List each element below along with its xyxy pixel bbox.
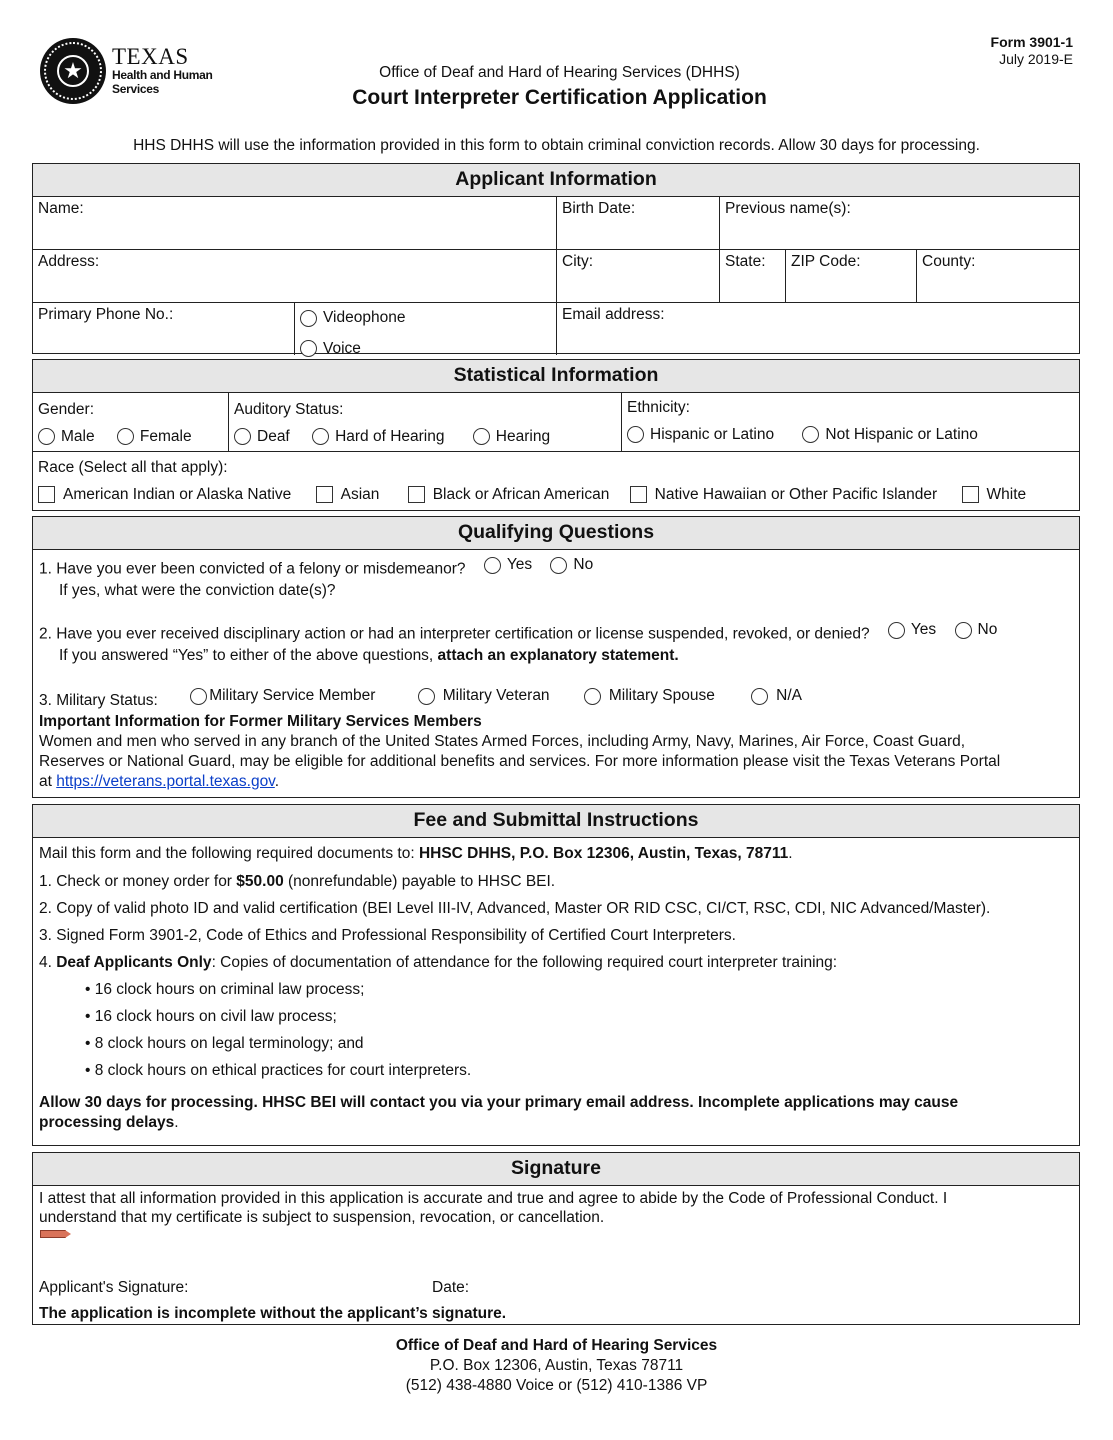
signature-section	[32, 1152, 1080, 1325]
q2-yes-option[interactable]: Yes	[888, 617, 936, 643]
q2-yes-radio[interactable]	[888, 622, 905, 639]
gender-group	[33, 393, 229, 451]
signature-date-field[interactable]: Date:	[432, 1279, 470, 1296]
primary-phone-field[interactable]	[33, 303, 295, 355]
ethnicity-not-hispanic-option[interactable]: Not Hispanic or Latino	[802, 421, 978, 448]
previous-names-field[interactable]	[720, 197, 1079, 249]
na-radio[interactable]	[751, 688, 768, 705]
race-american-indian-option[interactable]: American Indian or Alaska Native	[38, 481, 291, 508]
gender-male-option[interactable]: Male	[38, 423, 95, 450]
fee-item-1: 1. Check or money order for $50.00 (nonrefundable) payable to HHSC BEI.	[39, 873, 556, 890]
applicant-information-section	[32, 163, 1080, 357]
service-member-radio[interactable]	[190, 688, 207, 705]
county-field[interactable]	[917, 250, 1079, 302]
footer-phones: (512) 438-4880 Voice or (512) 410-1386 VP	[405, 1377, 708, 1394]
deaf-radio[interactable]	[234, 428, 251, 445]
hard-of-hearing-radio[interactable]	[312, 428, 329, 445]
auditory-status-label: Auditory Status:	[234, 401, 344, 418]
fee-submittal-section	[32, 804, 1080, 1146]
section-heading: Qualifying Questions	[33, 517, 1079, 550]
email-label: Email address:	[562, 306, 665, 323]
auditory-hard-of-hearing-option[interactable]: Hard of Hearing	[312, 423, 444, 450]
voice-radio[interactable]	[300, 340, 317, 357]
veteran-radio[interactable]	[418, 688, 435, 705]
processing-warning: Allow 30 days for processing. HHSC BEI will contact you via your primary email address. Incomplete applications may cause processing delays.	[39, 1094, 959, 1131]
auditory-hearing-option[interactable]: Hearing	[473, 423, 550, 450]
zip-code-field[interactable]	[786, 250, 917, 302]
q2-no-radio[interactable]	[955, 622, 972, 639]
female-radio[interactable]	[117, 428, 134, 445]
military-service-member-option[interactable]: Military Service Member	[190, 683, 375, 709]
race-native-hawaiian-option[interactable]: Native Hawaiian or Other Pacific Islander	[630, 481, 938, 508]
military-spouse-option[interactable]: Military Spouse	[584, 683, 715, 709]
form-footer	[0, 1336, 1113, 1396]
signature-required-note: The application is incomplete without the applicant’s signature.	[39, 1305, 507, 1322]
hispanic-radio[interactable]	[627, 426, 644, 443]
page-title: Court Interpreter Certification Application	[352, 86, 767, 109]
section-heading: Applicant Information	[33, 164, 1079, 197]
american-indian-checkbox[interactable]	[38, 486, 55, 503]
section-heading: Signature	[33, 1153, 1079, 1186]
training-list	[39, 976, 1073, 1084]
mail-address: HHSC DHHS, P.O. Box 12306, Austin, Texas, 78711	[418, 845, 789, 862]
city-label: City:	[562, 253, 593, 270]
q1-no-option[interactable]: No	[550, 552, 593, 578]
logo-sub-text-2: Services	[112, 82, 159, 96]
processing-notice: HHS DHHS will use the information provided in this form to obtain criminal conviction records. Allow 30 days for processing.	[133, 137, 980, 154]
training-item: • 8 clock hours on ethical practices for court interpreters.	[85, 1062, 472, 1079]
military-veteran-option[interactable]: Military Veteran	[418, 683, 550, 709]
footer-office-name: Office of Deaf and Hard of Hearing Services	[395, 1337, 718, 1354]
q1-yes-radio[interactable]	[484, 557, 501, 574]
state-field[interactable]	[720, 250, 786, 302]
veterans-portal-link[interactable]: https://veterans.portal.texas.gov	[56, 773, 275, 790]
logo-texas-text: TEXAS	[112, 44, 189, 69]
native-hawaiian-checkbox[interactable]	[630, 486, 647, 503]
military-info-heading: Important Information for Former Military Services Members	[39, 713, 482, 730]
attestation-text: I attest that all information provided in this application is accurate and true and agree to abide by the Code of Professional Conduct. I understand that my certificate is subject to suspension, revocation, or cancellation.	[39, 1190, 948, 1226]
q2-no-option[interactable]: No	[955, 617, 998, 643]
auditory-status-group	[229, 393, 622, 451]
q1-no-radio[interactable]	[550, 557, 567, 574]
primary-phone-label: Primary Phone No.:	[38, 306, 174, 323]
applicant-signature-field[interactable]: Applicant's Signature:	[39, 1279, 189, 1296]
race-black-option[interactable]: Black or African American	[408, 481, 610, 508]
qualifying-questions-section	[32, 516, 1080, 798]
question-1: 1. Have you ever been convicted of a felony or misdemeanor? Yes No	[39, 552, 1073, 578]
male-radio[interactable]	[38, 428, 55, 445]
training-item: • 16 clock hours on criminal law process;	[85, 981, 365, 998]
statistical-information-section	[32, 359, 1080, 511]
birth-date-field[interactable]	[557, 197, 720, 249]
office-name: Office of Deaf and Hard of Hearing Services (DHHS)	[379, 64, 740, 81]
form-number: Form 3901-1	[990, 34, 1073, 50]
gender-label: Gender:	[38, 401, 95, 418]
military-info-block: Important Information for Former Military Services Members Women and men who served in any branch of the United States Armed Forces, including Army, Navy, Marines, Air Force, Coast Guard, Reserves or National Guard, may be eligible for additional benefits and services. For more information please visit the Texas Veterans Portal at https://veterans.portal.texas.gov.	[39, 712, 1073, 792]
auditory-deaf-option[interactable]: Deaf	[234, 423, 290, 450]
state-label: State:	[725, 253, 766, 270]
attach-statement-note: If you answered “Yes” to either of the above questions, attach an explanatory statement.	[59, 647, 679, 664]
form-header	[0, 0, 1113, 160]
name-field[interactable]	[33, 197, 557, 249]
conviction-dates-field[interactable]: If yes, what were the conviction date(s)?	[59, 582, 336, 599]
fee-amount: $50.00	[236, 873, 284, 890]
question-2: 2. Have you ever received disciplinary action or had an interpreter certification or license suspended, revoked, or denied? Yes No	[39, 617, 1073, 643]
city-field[interactable]	[557, 250, 720, 302]
signature-row	[39, 1275, 1073, 1303]
not-hispanic-radio[interactable]	[802, 426, 819, 443]
fee-item-3: 3. Signed Form 3901-2, Code of Ethics and Professional Responsibility of Certified Court Interpreters.	[39, 927, 736, 944]
birth-date-label: Birth Date:	[562, 200, 636, 217]
texas-seal-icon: ★	[40, 38, 106, 104]
section-heading: Fee and Submittal Instructions	[33, 805, 1079, 838]
form-id	[991, 34, 1073, 68]
hearing-radio[interactable]	[473, 428, 490, 445]
fee-item-4: 4. Deaf Applicants Only: Copies of documentation of attendance for the following required court interpreter training:	[39, 954, 838, 971]
race-label: Race (Select all that apply):	[38, 459, 228, 476]
race-asian-option[interactable]: Asian	[316, 481, 380, 508]
name-label: Name:	[38, 200, 84, 217]
white-checkbox[interactable]	[962, 486, 979, 503]
footer-address: P.O. Box 12306, Austin, Texas 78711	[429, 1357, 684, 1374]
sign-here-tag-icon[interactable]	[40, 1230, 66, 1238]
mail-instructions: Mail this form and the following required documents to: HHSC DHHS, P.O. Box 12306, Austin, Texas, 78711.	[39, 845, 793, 862]
race-white-option[interactable]: White	[962, 481, 1027, 508]
county-label: County:	[922, 253, 976, 270]
training-item: • 16 clock hours on civil law process;	[85, 1008, 337, 1025]
email-field[interactable]	[557, 303, 1079, 355]
military-na-option[interactable]: N/A	[751, 683, 802, 709]
address-field[interactable]	[33, 250, 557, 302]
black-checkbox[interactable]	[408, 486, 425, 503]
asian-checkbox[interactable]	[316, 486, 333, 503]
voice-option[interactable]: Voice	[300, 336, 361, 362]
videophone-option[interactable]: Videophone	[300, 305, 405, 331]
training-item: • 8 clock hours on legal terminology; and	[85, 1035, 364, 1052]
logo-sub-text-1: Health and Human	[112, 68, 213, 82]
ethnicity-label: Ethnicity:	[627, 399, 690, 416]
form-date: July 2019-E	[999, 51, 1073, 67]
gender-female-option[interactable]: Female	[117, 423, 192, 450]
previous-names-label: Previous name(s):	[725, 200, 851, 217]
q1-yes-option[interactable]: Yes	[484, 552, 532, 578]
question-3-military-status: 3. Military Status: Military Service Member Military Veteran Military Spouse N/A	[39, 683, 1073, 709]
phone-type-group	[295, 303, 557, 355]
videophone-radio[interactable]	[300, 310, 317, 327]
zip-code-label: ZIP Code:	[791, 253, 861, 270]
fee-item-2: 2. Copy of valid photo ID and valid certification (BEI Level III-IV, Advanced, Master OR RID CSC, CI/CT, RSC, CDI, NIC Advanced/Master).	[39, 900, 991, 917]
race-group	[33, 452, 1079, 514]
ethnicity-group	[622, 393, 1079, 451]
spouse-radio[interactable]	[584, 688, 601, 705]
section-heading: Statistical Information	[33, 360, 1079, 393]
ethnicity-hispanic-option[interactable]: Hispanic or Latino	[627, 421, 774, 448]
address-label: Address:	[38, 253, 100, 270]
